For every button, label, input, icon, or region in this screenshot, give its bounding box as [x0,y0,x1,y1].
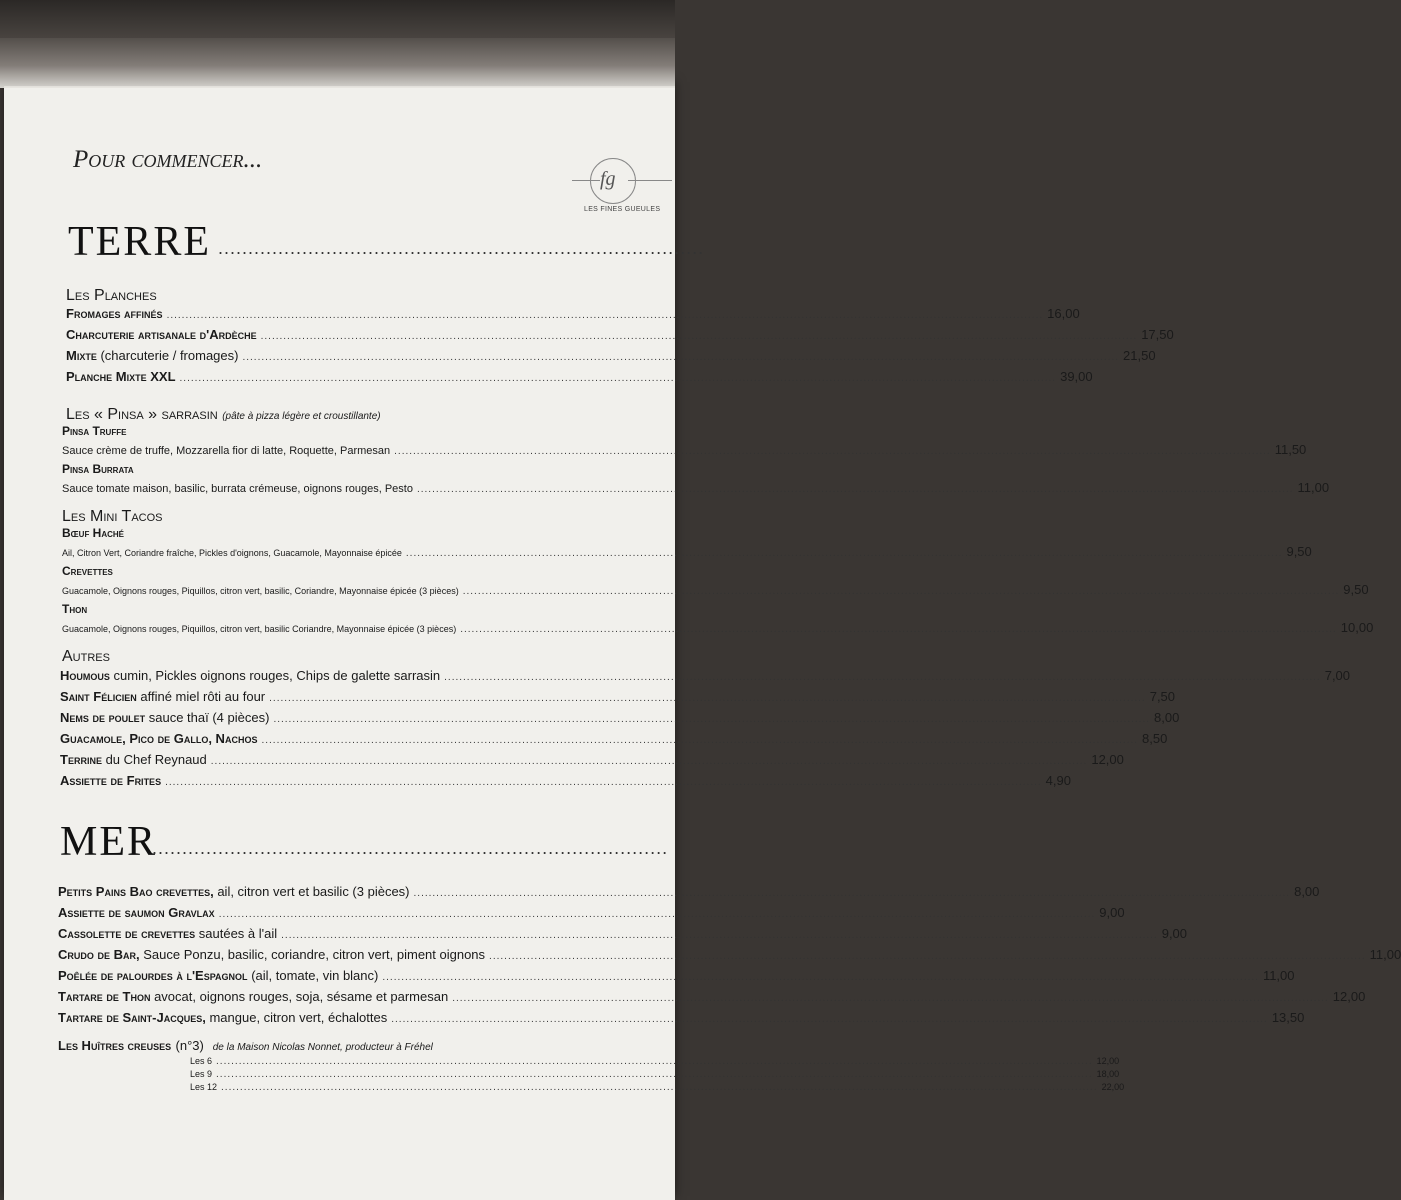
category-pinsa: Les « Pinsa » sarrasin (pâte à pizza légère et croustillante) [66,406,381,423]
menu-item: Planche Mixte XXL ..... 39,00 [66,369,638,390]
menu-item: Petits Pains Bao crevettes, ail, citron vert et basilic (3 pièces) ..... 8,00 [58,884,648,905]
tacos-list [62,526,1374,640]
menu-item: Charcuterie artisanale d'Ardèche ..... 17,50 [66,327,638,348]
item-description: Sauce tomate maison, basilic, burrata crémeuse, oignons rouges, Pesto ..... 11,00 [62,480,638,500]
menu-item: Tartare de Thon avocat, oignons rouges, soja, sésame et parmesan ..... 12,00 [58,989,648,1010]
terre-title: TERRE [68,219,211,265]
menu-item: Nems de poulet sauce thaï (4 pièces) ..... 8,00 [60,710,638,731]
logo-rule-left [572,180,600,181]
menu-item: Cassolette de crevettes sautées à l'ail ..... 9,00 [58,926,648,947]
mer-dots: ...................................................................................... [152,838,669,858]
item-description: Sauce crème de truffe, Mozzarella fior di latte, Roquette, Parmesan ..... 11,50 [62,442,638,462]
menu-item: Guacamole, Pico de Gallo, Nachos ..... 8,50 [60,731,638,752]
menu-item: Tartare de Saint-Jacques, mangue, citron vert, échalottes ..... 13,50 [58,1010,648,1031]
category-autres: Autres [62,648,110,665]
item-name: Crevettes [62,564,113,578]
category-planches: Les Planches [66,287,157,304]
menu-item: Les 6 ..... 12,00 [190,1056,648,1069]
menu-item: Assiette de Frites ..... 4,90 [60,773,638,794]
menu-item: Terrine du Chef Reynaud ..... 12,00 [60,752,638,773]
item-name: Thon [62,602,88,616]
autres-list [60,668,1351,794]
menu-item: Mixte (charcuterie / fromages) ..... 21,50 [66,348,638,369]
mer-title: MER [60,819,158,865]
item-name: Pinsa Burrata [62,462,134,476]
huitres-list [190,1056,1125,1095]
pinsa-list [62,424,1330,500]
menu-item: Houmous cumin, Pickles oignons rouges, Chips de galette sarrasin ..... 7,00 [60,668,638,689]
section-heading: Pour commencer... [73,146,263,173]
logo-rule-right [628,180,672,181]
terre-dots: ................................................................................. [218,238,705,258]
plastic-sleeve-edge [0,38,675,88]
item-name: Bœuf Haché [62,526,124,540]
logo-initials: fg [600,168,616,190]
menu-item: Saint Félicien affiné miel rôti au four ..... 7,50 [60,689,638,710]
item-name: Pinsa Truffe [62,424,127,438]
menu-item: Assiette de saumon Gravlax ..... 9,00 [58,905,648,926]
item-description: Guacamole, Oignons rouges, Piquillos, citron vert, basilic, Coriandre, Mayonnaise épicée (3 pièces) ..... 9,50 [62,582,638,602]
category-tacos: Les Mini Tacos [62,508,163,525]
menu-item: Crudo de Bar, Sauce Ponzu, basilic, coriandre, citron vert, piment oignons ..... 11,00 [58,947,648,968]
menu-item: Poêlée de palourdes à l'Espagnol (ail, tomate, vin blanc) ..... 11,00 [58,968,648,989]
menu-item: Fromages affinés ..... 16,00 [66,306,638,327]
huitres-heading: Les Huîtres creuses (n°3) de la Maison Nicolas Nonnet, producteur à Fréhel [58,1038,433,1053]
mer-list [58,884,1401,1031]
item-description: Ail, Citron Vert, Coriandre fraîche, Pickles d'oignons, Guacamole, Mayonnaise épicée ..... 9,50 [62,544,638,564]
planches-list [66,306,1174,390]
item-description: Guacamole, Oignons rouges, Piquillos, citron vert, basilic Coriandre, Mayonnaise épicée (3 pièces) ..... 10,00 [62,620,638,640]
menu-item: Les 9 ..... 18,00 [190,1069,648,1082]
menu-item: Les 12 ..... 22,00 [190,1082,648,1095]
logo-text: LES FINES GUEULES [584,206,661,213]
